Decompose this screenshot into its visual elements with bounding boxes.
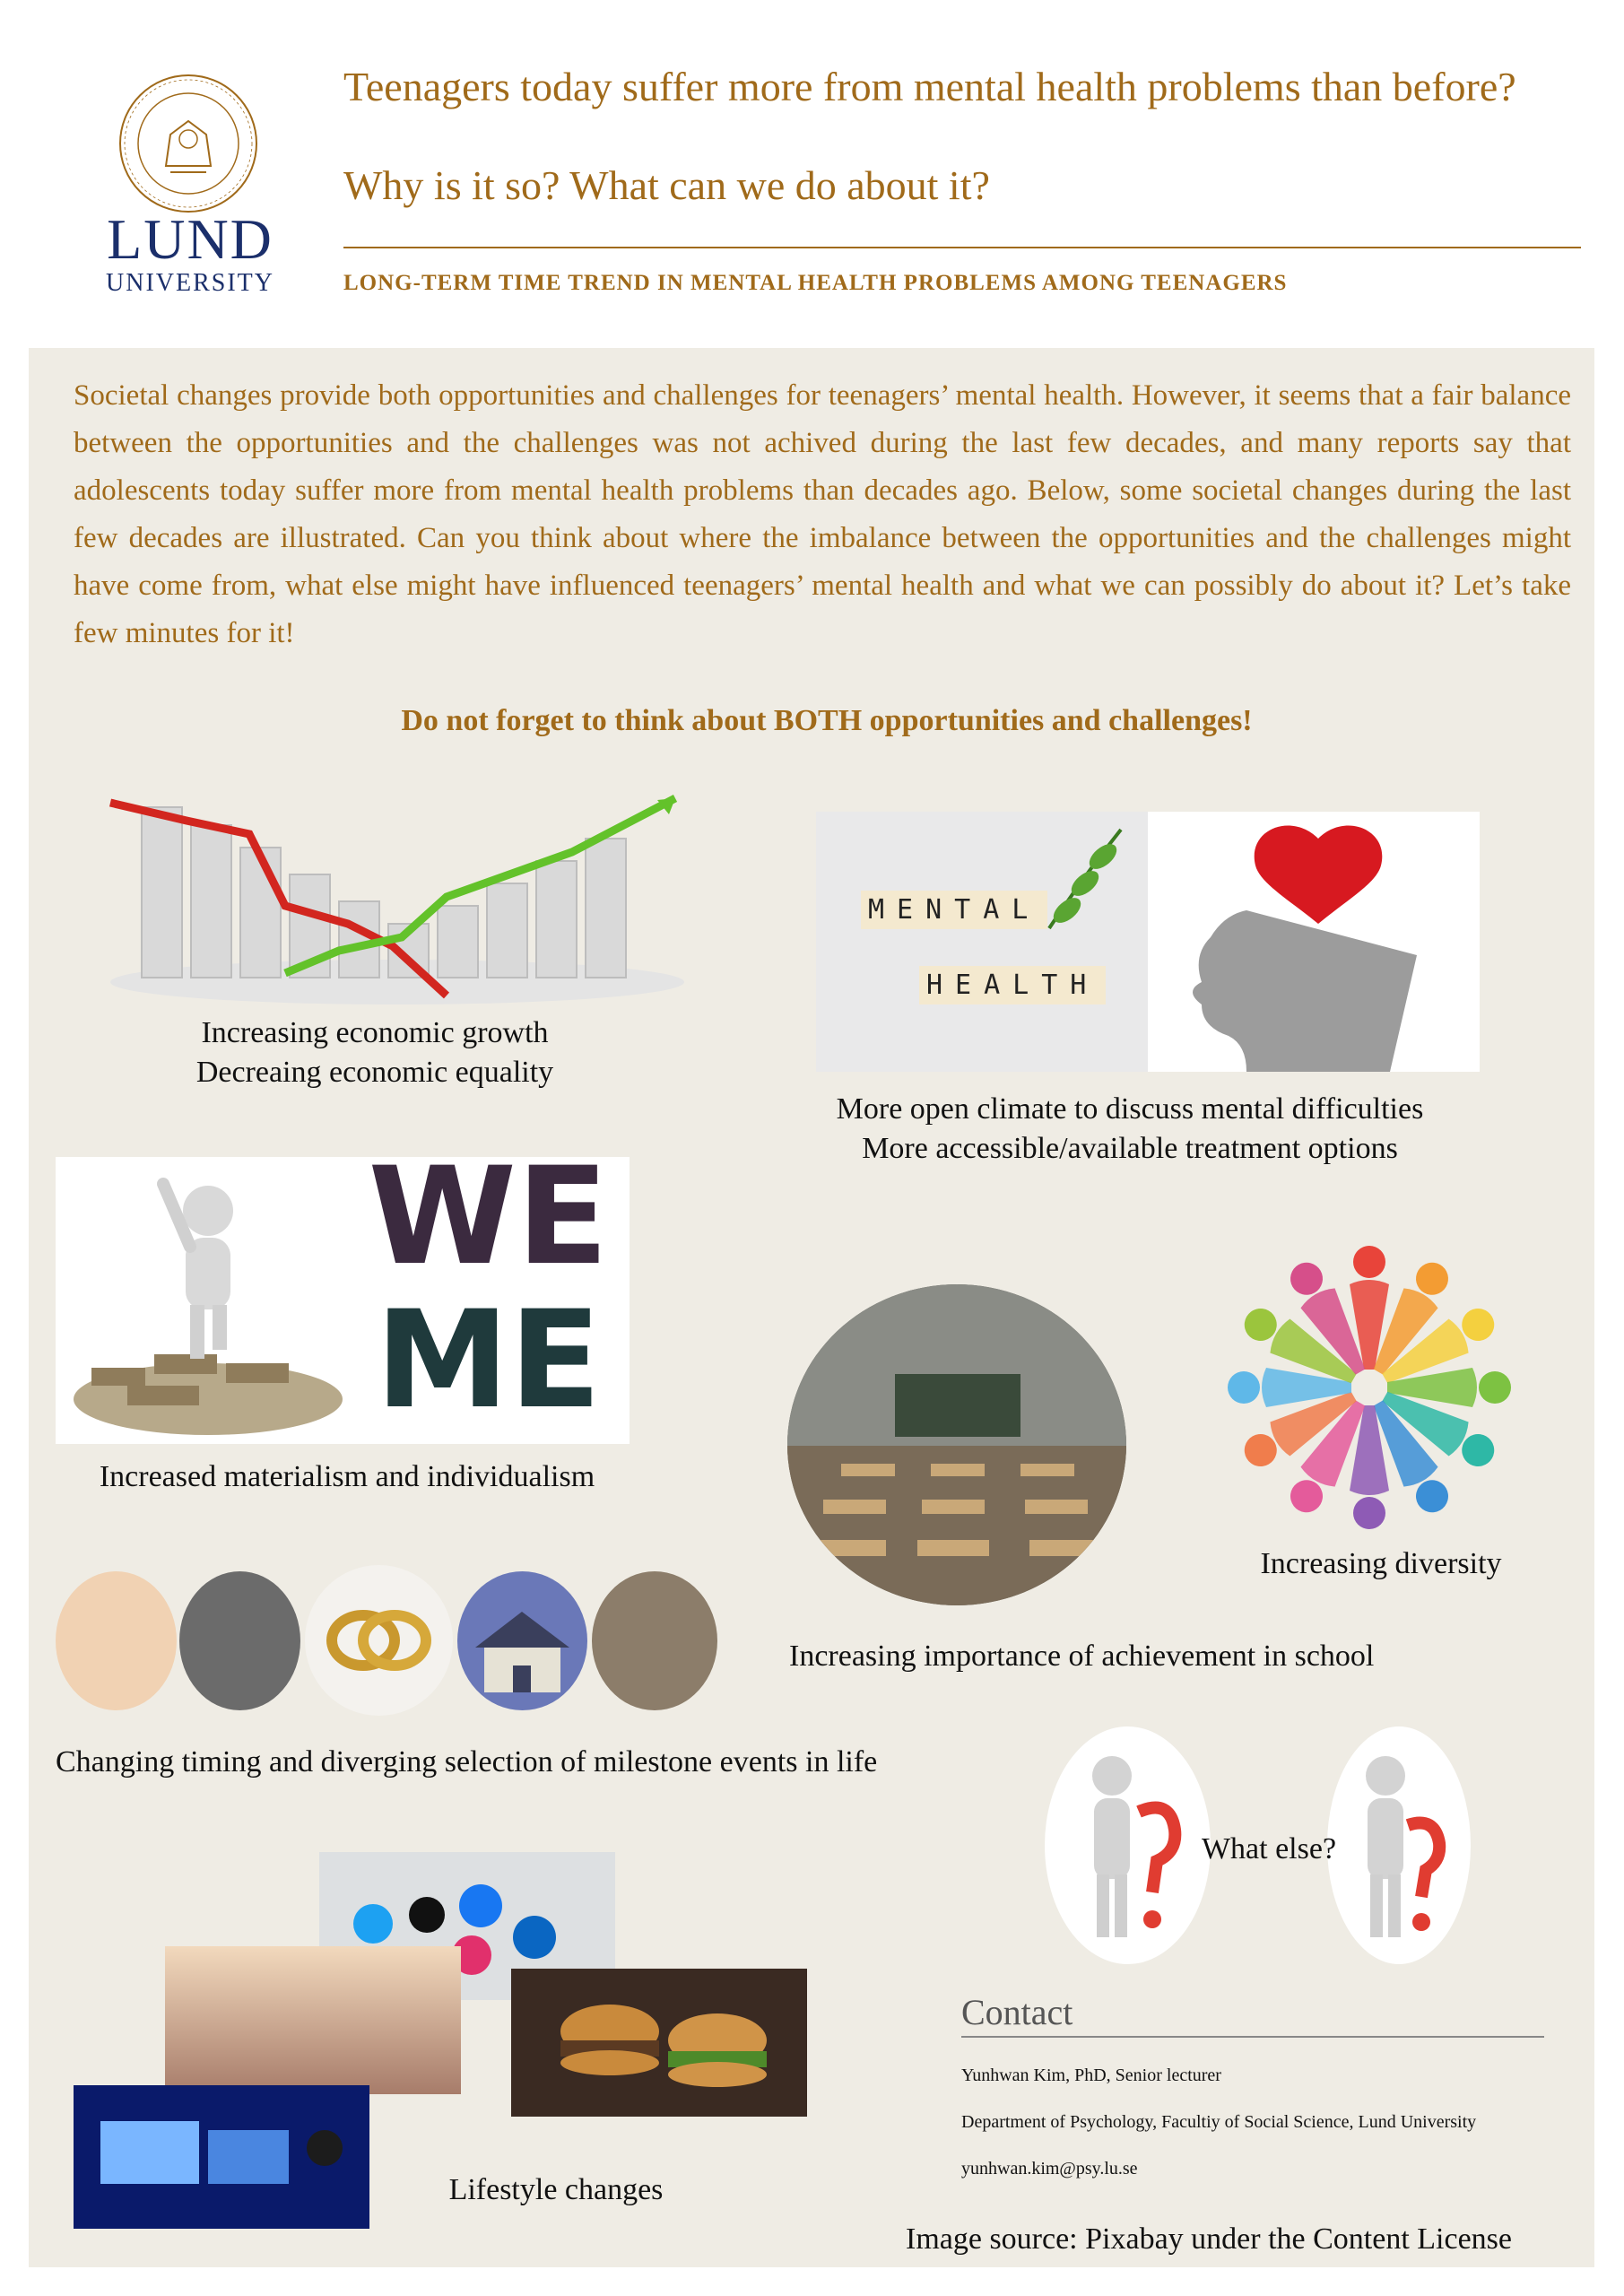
tile-mental: MENTAL	[861, 891, 1047, 929]
logo-university: UNIVERSITY	[106, 269, 274, 297]
page-subtitle: LONG-TERM TIME TREND IN MENTAL HEALTH PROBLEMS AMONG TEENAGERS	[343, 271, 1288, 295]
mountain-sitting-image	[165, 1946, 461, 2094]
milestone-rings-image	[305, 1565, 453, 1716]
caption-milestones: Changing timing and diverging selection of milestone events in life	[56, 1745, 878, 1779]
tile-health: HEALTH	[919, 966, 1106, 1004]
caption-school: Increasing importance of achievement in school	[789, 1639, 1375, 1673]
caption-diversity: Increasing diversity	[1260, 1547, 1502, 1580]
question-figure-left-image	[1045, 1726, 1211, 1964]
head-heart-image	[1148, 812, 1480, 1072]
contact-heading: Contact	[961, 1992, 1073, 2032]
caption-what-else: What else?	[1201, 1832, 1337, 1866]
contact-name: Yunhwan Kim, PhD, Senior lecturer	[961, 2066, 1221, 2085]
caption-materialism: Increased materialism and individualism	[99, 1460, 595, 1493]
me-letters: ME	[375, 1283, 602, 1439]
milestone-reader-image	[592, 1571, 717, 1710]
money-figure-image	[56, 1157, 347, 1444]
economy-chart-image	[106, 789, 689, 1013]
logo-lund: LUND	[107, 207, 274, 271]
contact-divider	[961, 2036, 1544, 2038]
caption-economy-growth: Increasing economic growth	[201, 1016, 549, 1049]
leaf-icon	[1031, 821, 1139, 946]
we-letters: WE	[368, 1157, 609, 1295]
caption-economy-equality: Decreaing economic equality	[195, 1056, 554, 1089]
mental-health-tiles-image	[816, 812, 1148, 1072]
classroom-image	[787, 1284, 1126, 1605]
image-source-credit: Image source: Pixabay under the Content License	[906, 2222, 1512, 2256]
gaming-setup-image	[74, 2085, 369, 2229]
page-question: Why is it so? What can we do about it?	[343, 162, 990, 208]
lund-university-seal	[117, 72, 260, 215]
caption-lifestyle: Lifestyle changes	[448, 2173, 664, 2206]
contact-department: Department of Psychology, Facultiy of Social Science, Lund University	[961, 2112, 1477, 2132]
intro-paragraph: Societal changes provide both opportunities and challenges for teenagers’ mental health. However, it seems that a fair balance between the opportunities and the challenges was not achived during the last few decades, and many reports say that adolescents today suffer more from mental health problems than decades ago. Below, some societal changes during the last few decades are illustrated. Can you think about where the imbalance between the opportunities and the challenges might have come from, what else might have influenced teenagers’ mental health and what we can possibly do about it? Let’s take few minutes for it!	[74, 379, 1571, 649]
milestone-business-image	[179, 1571, 300, 1710]
milestone-baby-image	[56, 1571, 177, 1710]
we-me-wordcloud-image	[347, 1157, 630, 1444]
question-figure-right-image	[1327, 1726, 1471, 1964]
contact-email[interactable]: yunhwan.kim@psy.lu.se	[961, 2159, 1138, 2179]
burgers-image	[511, 1969, 807, 2117]
emphasis-note: Do not forget to think about BOTH opportunities and challenges!	[401, 704, 1253, 737]
milestone-house-image	[457, 1571, 587, 1710]
diversity-people-circle-image	[1215, 1233, 1524, 1543]
page-title: Teenagers today suffer more from mental health problems than before?	[343, 64, 1516, 109]
header-divider	[343, 247, 1581, 248]
caption-open-climate: More open climate to discuss mental difficulties	[836, 1092, 1424, 1126]
caption-treatment: More accessible/available treatment options	[862, 1132, 1398, 1165]
